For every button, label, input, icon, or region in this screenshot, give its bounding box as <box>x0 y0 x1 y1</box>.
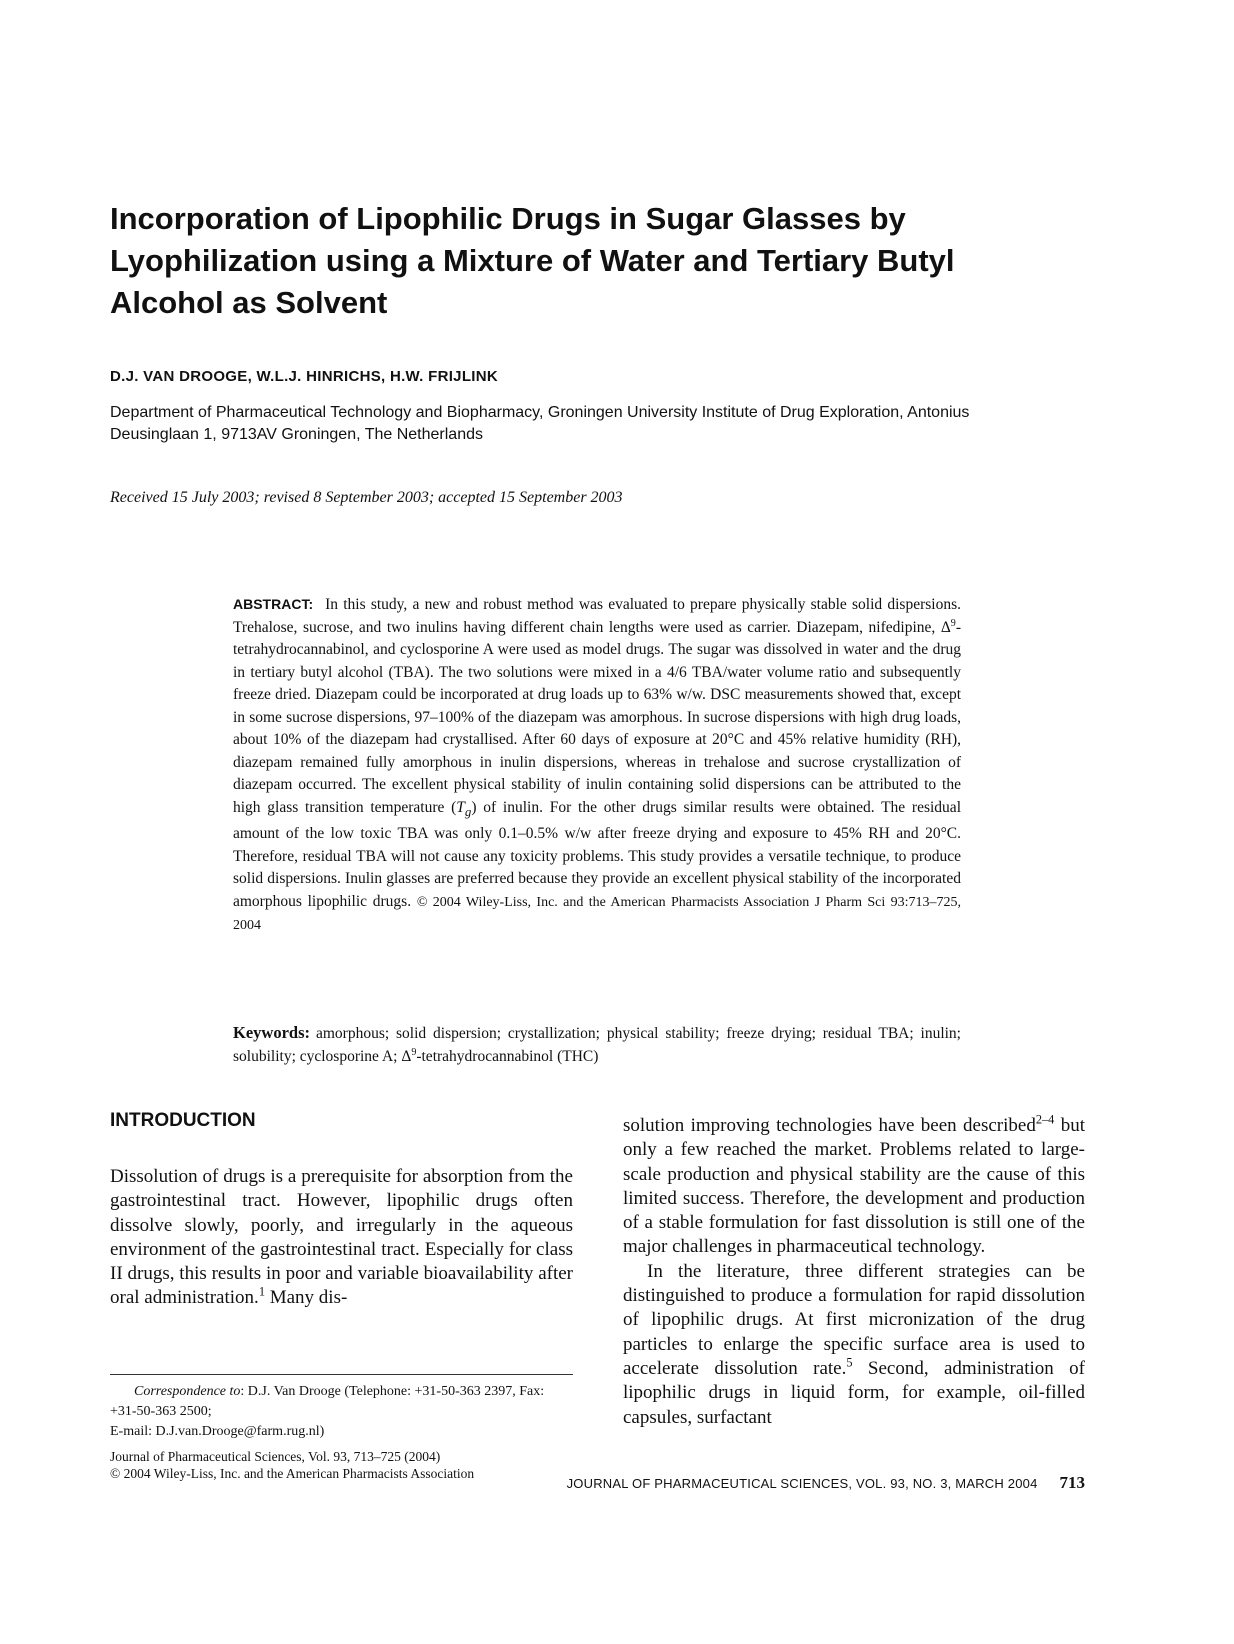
abstract-text-3: ) of inulin. For the other drugs similar results were obtained. The residual amount of the low toxic TBA was only 0.1–0.5% w/w after freeze drying and exposure to 45% RH and 20°C. Therefore, residual TBA will not cause any toxicity problems. This study provides a versatile technique, to produce solid dispersions. Inulin glasses are preferred because they provide an excellent physical stability of the incorporated amorphous lipophilic drugs. <box>233 798 961 910</box>
intro-left-column <box>110 1165 573 1311</box>
journal-line-2: © 2004 Wiley-Liss, Inc. and the American Pharmacists Association <box>110 1466 475 1481</box>
citation-1: 1 <box>258 1285 265 1300</box>
intro-right-column <box>623 1114 1085 1430</box>
abstract-copyright: © 2004 Wiley-Liss, Inc. and the American Pharmacists Association J Pharm Sci 93:713–725, 2004 <box>233 894 961 934</box>
abstract-text-2: -tetrahydrocannabinol, and cyclosporine A were used as model drugs. The sugar was dissolved in water and the drug in tertiary butyl alcohol (TBA). The two solutions were mixed in a 4/6 TBA/water volume ratio and subsequently freeze dried. Diazepam could be incorporated at drug loads up to 63% w/w. DSC measurements showed that, except in some sucrose dispersions, 97–100% of the diazepam was amorphous. In sucrose dispersions with high drug loads, about 10% of the diazepam had crystallised. After 60 days of exposure at 20°C and 45% relative humidity (RH), diazepam remained fully amorphous in inulin dispersions, whereas in trehalose and sucrose crystallization of diazepam occurred. The excellent physical stability of inulin containing solid dispersions can be attributed to the high glass transition temperature ( <box>233 618 961 816</box>
keywords-superscript: 9 <box>411 1046 417 1058</box>
keywords-text-2: -tetrahydrocannabinol (THC) <box>416 1047 599 1065</box>
abstract-label: ABSTRACT: <box>233 596 314 612</box>
intro-left-text-1: Dissolution of drugs is a prerequisite for absorption from the gastrointestinal tract. However, lipophilic drugs often dissolve slowly, poorly, and irregularly in the aqueous environment of the gastrointestinal tract. Especially for class II drugs, this results in poor and variable bioavailability after oral administration. <box>110 1166 573 1309</box>
intro-right-paragraph-2 <box>623 1260 1085 1430</box>
citation-5: 5 <box>846 1355 853 1370</box>
intro-right-text-2a: In the literature, three different strategies can be distinguished to produce a formulation for rapid dissolution of lipophilic drugs. At first micronization of the drug particles to enlarge the specific surface area is used to accelerate dissolution rate. <box>623 1260 1085 1379</box>
tg-symbol: T <box>456 798 465 816</box>
correspondence-email: E-mail: D.J.van.Drooge@farm.rug.nl) <box>110 1424 325 1439</box>
intro-left-text-2: Many dis- <box>264 1287 348 1309</box>
correspondence-text: : D.J. Van Drooge (Telephone: +31-50-363 2397, Fax: +31-50-363 2500; <box>110 1384 545 1419</box>
section-heading-introduction: INTRODUCTION <box>110 1110 256 1131</box>
authors: D.J. VAN DROOGE, W.L.J. HINRICHS, H.W. FRIJLINK <box>110 368 499 385</box>
intro-right-text-2b: Second, administration of lipophilic drugs in liquid form, for example, oil-filled capsules, surfactant <box>623 1357 1085 1428</box>
affiliation: Department of Pharmaceutical Technology and Biopharmacy, Groningen University Institute of Drug Exploration, Antonius Deusinglaan 1, 9713AV Groningen, The Netherlands <box>110 404 970 443</box>
correspondence-label: Correspondence to <box>134 1384 241 1399</box>
page-number: 713 <box>1059 1473 1085 1492</box>
keywords-label: Keywords: <box>233 1023 310 1042</box>
abstract-superscript: 9 <box>950 617 956 629</box>
keywords-text: amorphous; solid dispersion; crystallization; physical stability; freeze drying; residual TBA; inulin; solubility; cyclosporine A; Δ <box>233 1025 961 1065</box>
citation-2-4: 2–4 <box>1035 1112 1055 1127</box>
intro-right-paragraph-1 <box>623 1114 1085 1260</box>
paper-title: Incorporation of Lipophilic Drugs in Sugar Glasses by Lyophilization using a Mixture of Water and Tertiary Butyl Alcohol as Solvent <box>110 201 955 320</box>
footnote-divider <box>110 1374 573 1375</box>
abstract-text-1: In this study, a new and robust method was evaluated to prepare physically stable solid dispersions. Trehalose, sucrose, and two inulins having different chain lengths were used as carrier. Diazepam, nifedipine, Δ <box>233 596 961 636</box>
footer-journal-name: JOURNAL OF PHARMACEUTICAL SCIENCES, VOL. 93, NO. 3, MARCH 2004 <box>566 1476 1038 1491</box>
intro-right-text-1a: solution improving technologies have been described <box>623 1115 1036 1136</box>
received-dates: Received 15 July 2003; revised 8 September 2003; accepted 15 September 2003 <box>110 489 623 506</box>
journal-line-1: Journal of Pharmaceutical Sciences, Vol. 93, 713–725 (2004) <box>110 1449 441 1464</box>
page-footer <box>110 1473 1085 1493</box>
keywords <box>233 1022 961 1068</box>
abstract <box>233 593 961 938</box>
correspondence-footnote <box>110 1382 573 1442</box>
tg-subscript: g <box>464 803 472 819</box>
intro-right-text-1b: but only a few reached the market. Problems related to large-scale production and physical stability are the cause of this limited success. Therefore, the development and production of a stable formulation for fast dissolution is still one of the major challenges in pharmaceutical technology. <box>623 1115 1085 1258</box>
